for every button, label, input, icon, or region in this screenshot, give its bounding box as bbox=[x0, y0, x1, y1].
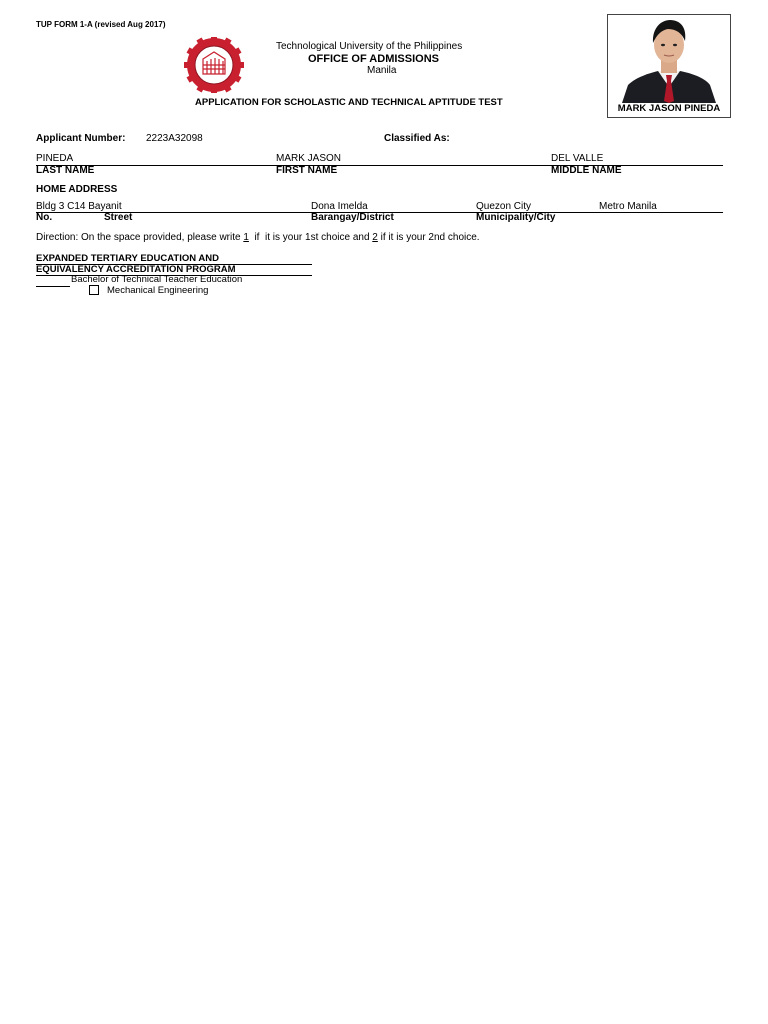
first-name-label: FIRST NAME bbox=[276, 165, 338, 176]
direction-text bbox=[36, 232, 480, 243]
direction-part1: Direction: On the space provided, please write bbox=[36, 232, 244, 243]
applicant-photo-frame bbox=[607, 14, 731, 118]
region-value: Metro Manila bbox=[599, 201, 657, 212]
last-name-value: PINEDA bbox=[36, 153, 74, 164]
program-heading-line2: EQUIVALENCY ACCREDITATION PROGRAM bbox=[36, 264, 236, 275]
barangay-value: Dona Imelda bbox=[311, 201, 368, 212]
mechanical-engineering-checkbox[interactable] bbox=[89, 285, 99, 295]
major-label: Mechanical Engineering bbox=[107, 285, 209, 296]
direction-part3: if it is your 2nd choice. bbox=[377, 232, 480, 243]
middle-name-value: DEL VALLE bbox=[551, 153, 604, 164]
home-address-heading: HOME ADDRESS bbox=[36, 184, 118, 195]
classified-as-label: Classified As: bbox=[384, 133, 450, 144]
applicant-number-value: 2223A32098 bbox=[146, 133, 203, 144]
applicant-photo bbox=[608, 15, 730, 103]
form-code: TUP FORM 1-A (revised Aug 2017) bbox=[36, 20, 166, 29]
street-value: Bldg 3 C14 Bayanit bbox=[36, 201, 122, 212]
course-label: Bachelor of Technical Teacher Education bbox=[71, 274, 243, 285]
municipality-label: Municipality/City bbox=[476, 212, 556, 223]
applicant-number-label: Applicant Number: bbox=[36, 133, 126, 144]
program-heading-line1: EXPANDED TERTIARY EDUCATION AND bbox=[36, 253, 219, 264]
municipality-value: Quezon City bbox=[476, 201, 532, 212]
city-label: Manila bbox=[367, 65, 397, 76]
course-choice-blank[interactable] bbox=[36, 286, 70, 287]
university-seal-logo bbox=[179, 37, 249, 93]
direction-choice1: 1 bbox=[243, 232, 249, 243]
first-name-value: MARK JASON bbox=[276, 153, 342, 164]
direction-part2: if it is your 1st choice and bbox=[248, 232, 373, 243]
office-title: OFFICE OF ADMISSIONS bbox=[308, 53, 439, 65]
street-label: Street bbox=[104, 212, 133, 223]
photo-caption: MARK JASON PINEDA bbox=[617, 103, 721, 114]
no-label: No. bbox=[36, 212, 53, 223]
direction-choice2: 2 bbox=[372, 232, 378, 243]
barangay-label: Barangay/District bbox=[311, 212, 394, 223]
university-name: Technological University of the Philippines bbox=[276, 41, 463, 52]
form-title: APPLICATION FOR SCHOLASTIC AND TECHNICAL APTITUDE TEST bbox=[195, 97, 503, 108]
last-name-label: LAST NAME bbox=[36, 165, 95, 176]
middle-name-label: MIDDLE NAME bbox=[551, 165, 622, 176]
